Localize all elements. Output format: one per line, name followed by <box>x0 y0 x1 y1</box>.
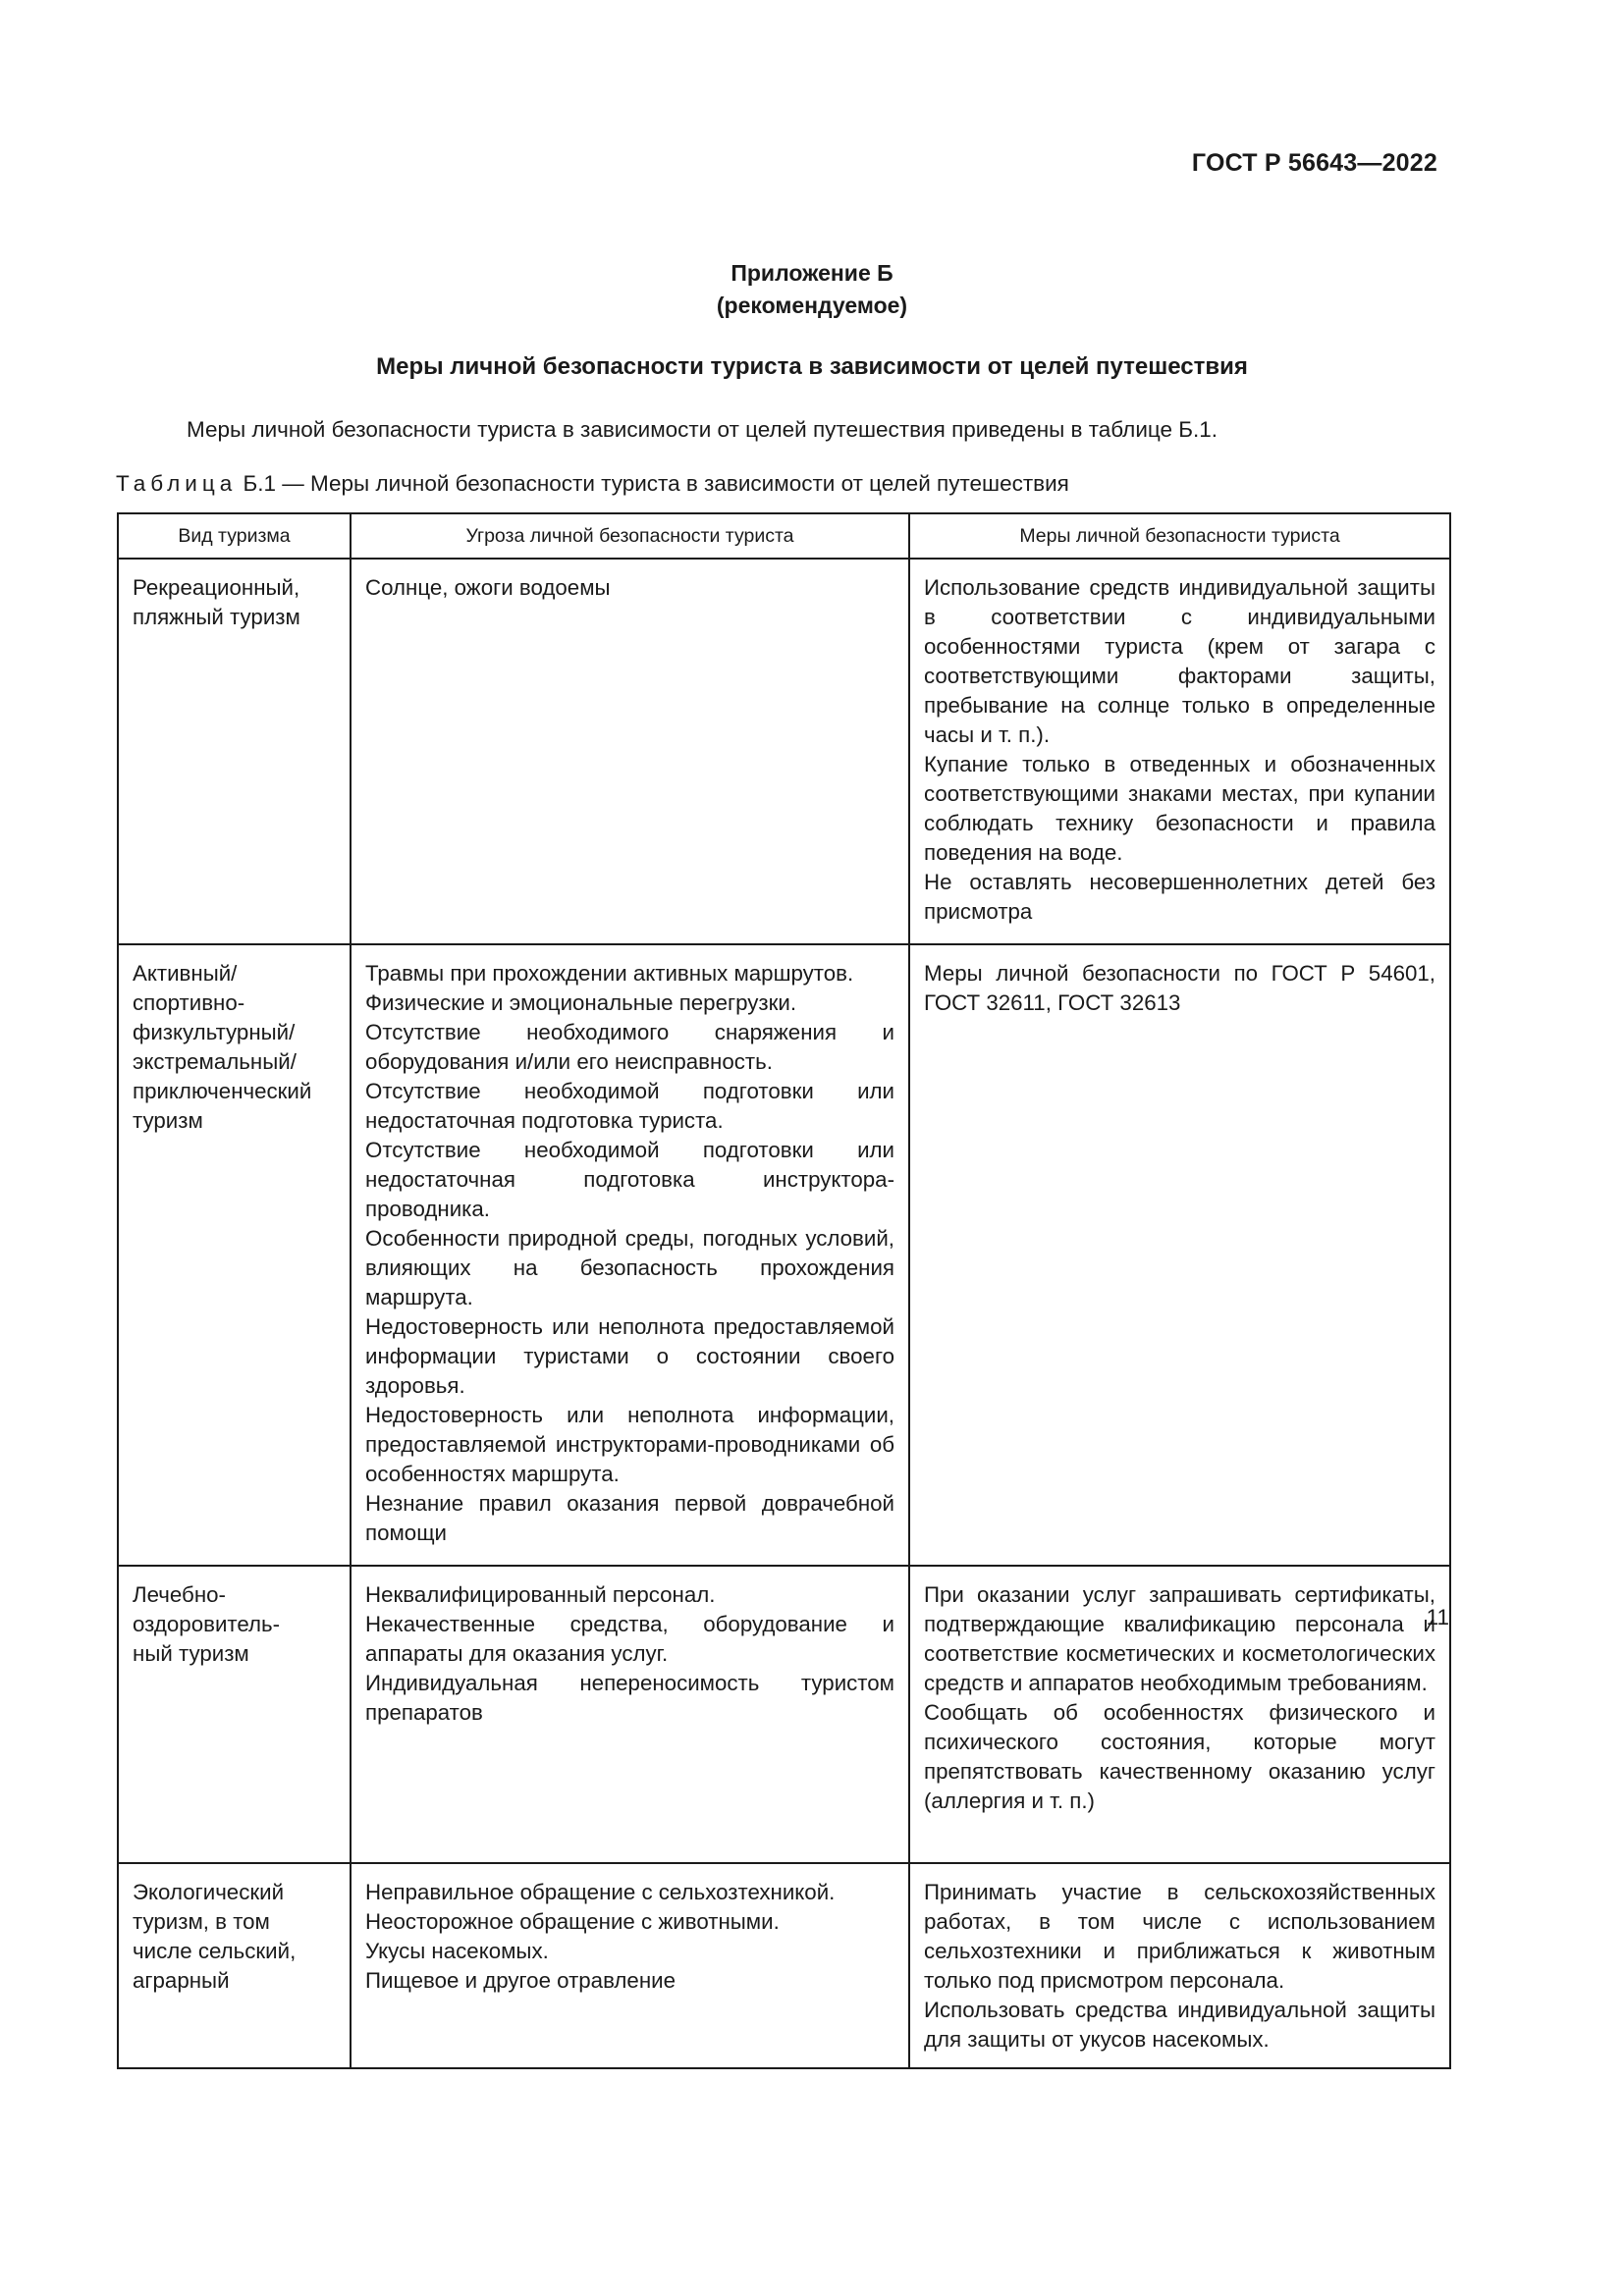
type-line: Лечебно- <box>133 1582 226 1607</box>
type-line: аграрный <box>133 1968 230 1993</box>
type-line: экстремальный/ <box>133 1049 297 1074</box>
threat-cell <box>351 1566 909 1863</box>
threat-item: Недостоверность или неполнота информации, предоставляемой инструкторами-проводниками об особенностях маршрута. <box>365 1403 894 1486</box>
measures-cell <box>909 1863 1450 2068</box>
header-threat: Угроза личной безопасности туриста <box>351 513 909 559</box>
threat-item: Пищевое и другое отравление <box>365 1968 676 1993</box>
tourism-type-cell <box>118 1566 351 1863</box>
header-measures: Меры личной безопасности туриста <box>909 513 1450 559</box>
threat-item: Особенности природной среды, погодных условий, влияющих на безопасность прохождения маршрута. <box>365 1226 894 1309</box>
threat-item: Физические и эмоциональные перегрузки. <box>365 990 797 1015</box>
table-caption-text: Б.1 — Меры личной безопасности туриста в зависимости от целей путешествия <box>243 471 1069 496</box>
table-row <box>118 1863 1450 2068</box>
type-line: физкультурный/ <box>133 1020 296 1044</box>
tourism-type-cell <box>118 944 351 1566</box>
measures-cell <box>909 1566 1450 1863</box>
type-line: пляжный туризм <box>133 605 300 629</box>
type-line: спортивно- <box>133 990 245 1015</box>
measure-item: Использование средств индивидуальной защиты в соответствии с индивидуальными особенностями туриста (крем от загара с соответствующими факторами защиты, пребывание на солнце только в определенные часы и т. п.). <box>924 575 1435 747</box>
type-line: приключенческий <box>133 1079 312 1103</box>
threat-cell <box>351 944 909 1566</box>
type-line: туризм <box>133 1108 203 1133</box>
type-line: оздоровитель- <box>133 1612 281 1636</box>
type-line: Экологический <box>133 1880 285 1904</box>
measure-item: Сообщать об особенностях физического и психического состояния, которые могут препятствовать качественному оказанию услуг (аллергия и т. п.) <box>924 1700 1435 1813</box>
measure-item: Не оставлять несовершеннолетних детей без присмотра <box>924 870 1435 924</box>
page-number: 11 <box>1426 1605 1449 1629</box>
section-title: Меры личной безопасности туриста в зависимости от целей путешествия <box>376 353 1248 380</box>
appendix-heading <box>0 257 1624 322</box>
measure-item: Купание только в отведенных и обозначенных соответствующими знаками местах, при купании соблюдать технику безопасности и правила поведения на воде. <box>924 752 1435 865</box>
measure-item: Меры личной безопасности по ГОСТ Р 54601, ГОСТ 32611, ГОСТ 32613 <box>924 961 1435 1015</box>
measure-item: Использовать средства индивидуальной защиты для защиты от укусов насекомых. <box>924 1998 1435 2052</box>
measures-cell <box>909 944 1450 1566</box>
threat-item: Неквалифицированный персонал. <box>365 1582 716 1607</box>
threat-item: Отсутствие необходимой подготовки или недостаточная подготовка туриста. <box>365 1079 894 1133</box>
type-line: Активный/ <box>133 961 238 986</box>
table-row <box>118 559 1450 944</box>
tourism-type-cell <box>118 1863 351 2068</box>
tourism-type-cell <box>118 559 351 944</box>
table-header-row <box>118 513 1450 559</box>
measures-cell <box>909 559 1450 944</box>
threat-item: Укусы насекомых. <box>365 1939 549 1963</box>
threat-item: Отсутствие необходимой подготовки или недостаточная подготовка инструктора-проводника. <box>365 1138 894 1221</box>
safety-measures-table <box>117 512 1451 2069</box>
threat-item: Травмы при прохождении активных маршрутов. <box>365 961 854 986</box>
table-caption <box>116 471 1069 497</box>
table-row <box>118 944 1450 1566</box>
measure-item: Принимать участие в сельскохозяйственных работах, в том числе с использованием сельхозтехники и приближаться к животным только под присмотром персонала. <box>924 1880 1435 1993</box>
threat-cell <box>351 559 909 944</box>
threat-item: Неправильное обращение с сельхозтехникой. <box>365 1880 836 1904</box>
table-caption-prefix: Таблица <box>116 471 238 496</box>
intro-paragraph: Меры личной безопасности туриста в зависимости от целей путешествия приведены в таблице Б.1. <box>187 417 1218 442</box>
threat-item: Отсутствие необходимого снаряжения и оборудования и/или его неисправность. <box>365 1020 894 1074</box>
threat-item: Солнце, ожоги водоемы <box>365 575 611 600</box>
threat-item: Незнание правил оказания первой доврачебной помощи <box>365 1491 894 1545</box>
threat-cell <box>351 1863 909 2068</box>
measure-item: При оказании услуг запрашивать сертификаты, подтверждающие квалификацию персонала и соответствие косметических и косметологических средств и аппаратов необходимым требованиям. <box>924 1582 1435 1695</box>
threat-item: Недостоверность или неполнота предоставляемой информации туристами о состоянии своего здоровья. <box>365 1314 894 1398</box>
threat-item: Индивидуальная непереносимость туристом препаратов <box>365 1671 894 1725</box>
type-line: ный туризм <box>133 1641 249 1666</box>
appendix-subtitle: (рекомендуемое) <box>716 293 908 318</box>
document-id: ГОСТ Р 56643—2022 <box>1191 149 1437 177</box>
table-row <box>118 1566 1450 1863</box>
type-line: Рекреационный, <box>133 575 300 600</box>
type-line: числе сельский, <box>133 1939 297 1963</box>
header-tourism-type: Вид туризма <box>118 513 351 559</box>
threat-item: Некачественные средства, оборудование и аппараты для оказания услуг. <box>365 1612 894 1666</box>
threat-item: Неосторожное обращение с животными. <box>365 1909 780 1934</box>
appendix-title: Приложение Б <box>731 260 893 286</box>
type-line: туризм, в том <box>133 1909 270 1934</box>
